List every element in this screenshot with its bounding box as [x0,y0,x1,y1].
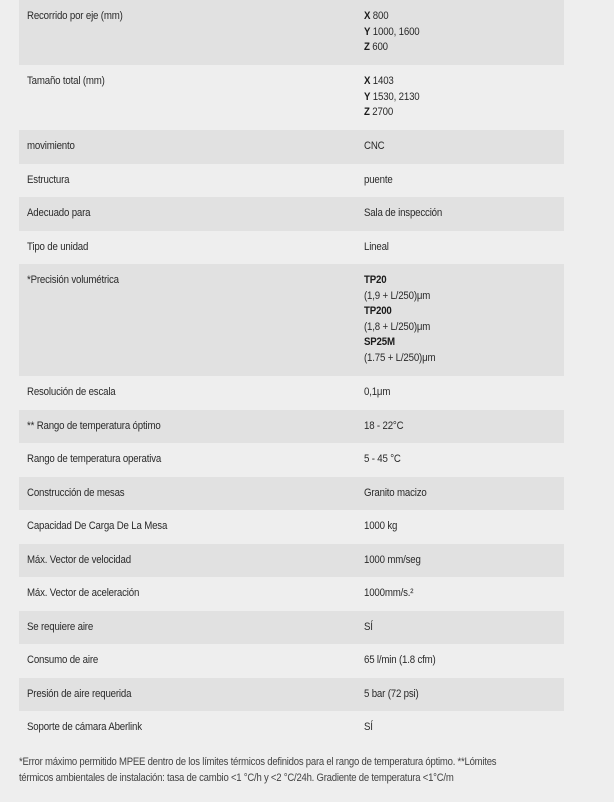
spec-value: Sala de inspección [364,207,443,219]
axis-y-value: 1000, 1600 [372,25,420,38]
spec-row [19,711,564,745]
axis-z-value: 600 [372,41,388,54]
spec-label: ** Rango de temperatura óptimo [27,419,161,432]
axis-y-label: Y [364,25,371,38]
spec-value [364,0,427,65]
probe-name: TP20 [364,274,387,286]
spec-value: Granito macizo [364,486,427,499]
spec-label: Tipo de unidad [27,240,89,253]
axis-z-value: 2700 [372,106,394,119]
spec-value: 1000 kg [364,520,398,532]
axis-x-label: X [364,75,371,87]
probe-value: (1.75 + L/250)μm [364,351,436,364]
spec-row-travel [19,0,564,65]
spec-value: 1000 mm/seg [364,553,421,566]
spec-label: Construcción de mesas [27,486,125,499]
probe-value: (1,9 + L/250)μm [364,289,431,302]
spec-label-text: Tamaño total (mm) [27,75,105,87]
spec-row [19,130,564,164]
axis-x-label: X [364,10,371,22]
spec-label: Capacidad De Carga De La Mesa [27,520,168,532]
spec-value: 5 - 45 °C [364,453,401,465]
probe-name: TP200 [364,305,392,318]
footnote-line-2: térmicos ambientales de instalación: tasa de cambio <1 °C/h y <2 °C/24h. Gradiente de temperatura <1°C/m [19,772,454,784]
spec-row [19,678,564,712]
spec-label: Soporte de cámara Aberlink [27,721,142,733]
spec-row [19,510,564,544]
spec-label: Rango de temperatura operativa [27,453,162,465]
probe-value: (1,8 + L/250)μm [364,320,431,333]
spec-row [19,164,564,198]
spec-value: 0,1μm [364,386,391,398]
axis-x-value: 800 [372,10,389,22]
spec-row [19,477,564,511]
spec-table [19,0,564,745]
probe-name: SP25M [364,336,395,349]
spec-value: CNC [364,140,385,152]
spec-label: Se requiere aire [27,620,94,633]
spec-row [19,376,564,410]
spec-value: SÍ [364,620,373,633]
spec-value: 18 - 22°C [364,419,404,432]
spec-row [19,644,564,678]
spec-row [19,443,564,477]
axis-x-value: 1403 [372,75,394,87]
spec-label: movimiento [27,140,75,152]
spec-value: Lineal [364,240,389,253]
spec-label: Máx. Vector de velocidad [27,553,131,566]
spec-value [364,264,445,376]
spec-row-precision [19,264,564,376]
spec-label: Presión de aire requerida [27,687,132,700]
footnote [19,754,579,786]
spec-value: 1000mm/s.² [364,587,414,599]
spec-row [19,611,564,645]
spec-label [27,0,364,65]
spec-label-text: Recorrido por eje (mm) [27,10,123,22]
spec-label: Resolución de escala [27,386,116,398]
axis-y-value: 1530, 2130 [372,90,420,103]
spec-row [19,231,564,265]
axis-y-label: Y [364,90,371,103]
axis-z-label: Z [364,106,370,119]
spec-label [27,65,364,130]
spec-label: *Precisión volumétrica [27,274,119,286]
spec-value [364,65,427,130]
spec-label: Estructura [27,173,70,186]
spec-row [19,577,564,611]
spec-value: 5 bar (72 psi) [364,687,419,700]
spec-value: puente [364,173,393,186]
footnote-line-1: *Error máximo permitido MPEE dentro de los límites térmicos definidos para el rango de temperatura óptimo. **Lómites [19,756,497,768]
spec-row-overall-size [19,65,564,130]
spec-label: Adecuado para [27,207,91,219]
spec-row [19,410,564,444]
axis-z-label: Z [364,41,370,54]
spec-row [19,197,564,231]
spec-row [19,544,564,578]
spec-value: 65 l/min (1.8 cfm) [364,654,436,666]
spec-label: Máx. Vector de aceleración [27,587,140,599]
spec-value: SÍ [364,721,373,733]
spec-label: Consumo de aire [27,654,99,666]
